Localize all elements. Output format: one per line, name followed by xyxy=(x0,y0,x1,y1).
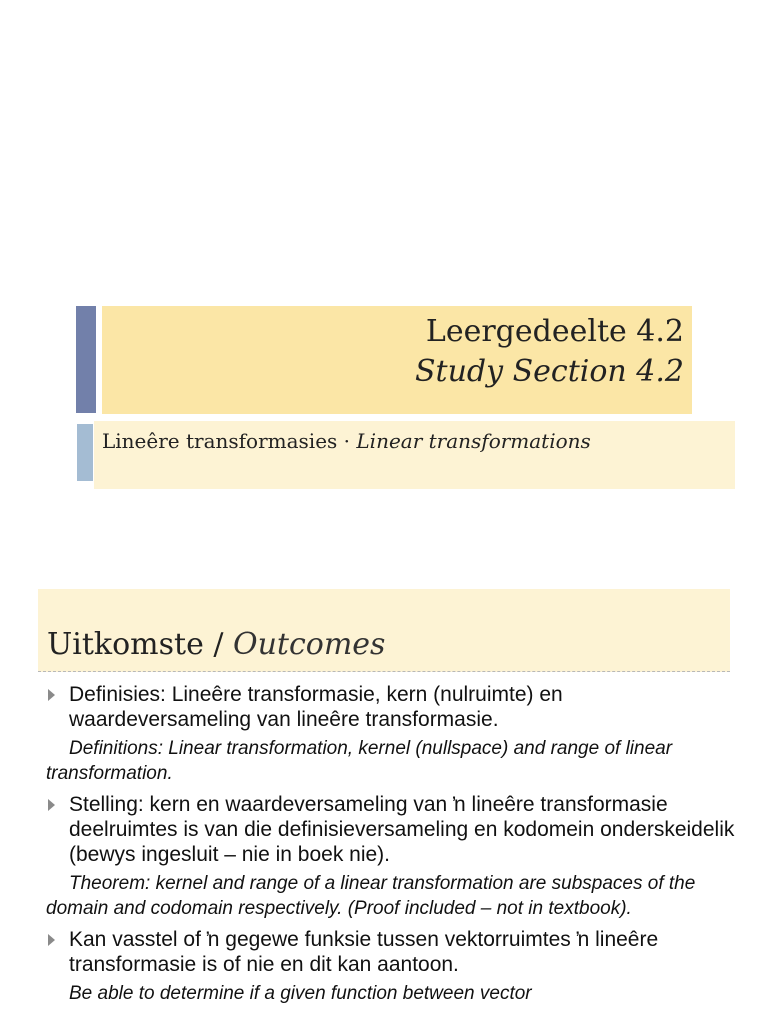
title-accent-gap xyxy=(96,306,101,413)
outcome-english: Be able to determine if a given function between vector xyxy=(69,983,532,1004)
outcome-afrikaans: Stelling: kern en waardeversameling van ŉ lineêre transformasie deelruimtes is van die definisieversameling en kodomein onderskeidelik (bewys ingesluit – nie in boek nie). xyxy=(69,793,735,866)
title-accent-bar xyxy=(76,306,96,413)
outcome-afrikaans: Kan vasstel of ŉ gegewe funksie tussen vektorruimtes ŉ lineêre transformasie is of nie en dit kan aantoon. xyxy=(69,928,659,976)
outcomes-title-english: Outcomes xyxy=(233,627,386,662)
outcome-english: Theorem: kernel and range of a linear transformation are subspaces of the domain and codomain respectively. (Proof included – not in textbook). xyxy=(46,873,696,919)
title-english: Study Section 4.2 xyxy=(414,354,684,389)
subtitle-afrikaans: Lineêre transformasies xyxy=(102,429,338,453)
outcomes-title-separator: / xyxy=(203,627,234,662)
bullet-arrow-icon xyxy=(48,799,55,811)
bullet-arrow-icon xyxy=(48,934,55,946)
outcomes-title-afrikaans: Uitkomste xyxy=(47,627,204,662)
subtitle xyxy=(102,429,591,453)
subtitle-accent-bar xyxy=(77,424,93,481)
outcomes-title xyxy=(47,627,385,662)
subtitle-english: Linear transformations xyxy=(356,429,591,453)
list-item xyxy=(46,792,736,867)
list-item xyxy=(46,682,736,732)
bullet-arrow-icon xyxy=(48,689,55,701)
outcome-english: Definitions: Linear transformation, kernel (nullspace) and range of linear transformation. xyxy=(46,738,673,784)
subtitle-separator: · xyxy=(337,429,357,453)
title-afrikaans: Leergedeelte 4.2 xyxy=(425,314,684,349)
outcomes-header xyxy=(38,589,730,672)
outcomes-list xyxy=(46,682,736,1012)
title-box xyxy=(102,306,692,414)
list-item xyxy=(46,927,736,977)
subtitle-box xyxy=(94,421,735,489)
outcome-afrikaans: Definisies: Lineêre transformasie, kern (nulruimte) en waardeversameling van lineêre transformasie. xyxy=(69,683,563,731)
